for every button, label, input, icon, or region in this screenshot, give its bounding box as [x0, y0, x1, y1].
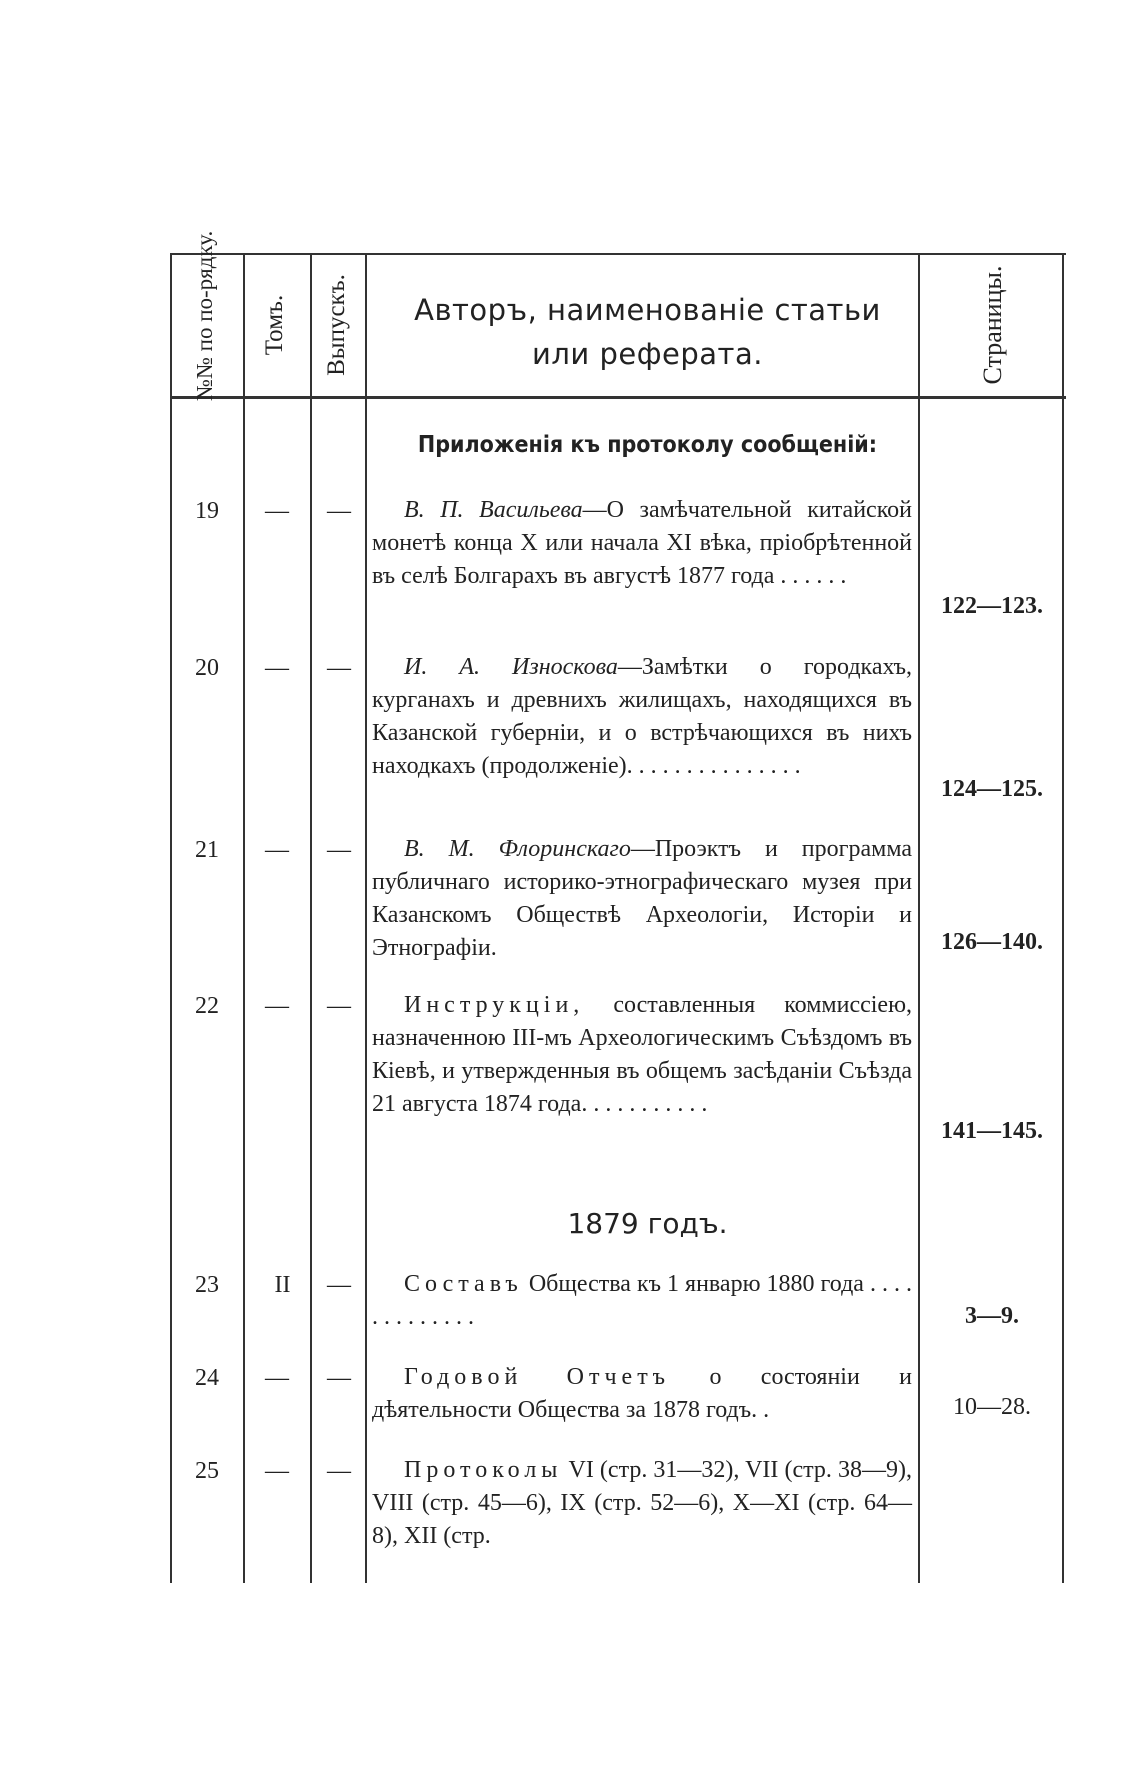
row-22-text: составленныя коммиссіею, назначенною III-мъ Археологическимъ Съѣздомъ въ Кіевѣ, и утвержденныя въ общемъ засѣданіи Съѣзда 21 августа 1874 года. . . . . . . . . . . [372, 992, 912, 1117]
row-25-tom: — [265, 1458, 289, 1484]
row-19-pages: 122—123. [941, 593, 1043, 619]
row-22-tom: — [265, 993, 289, 1019]
section-heading-1879: 1879 годъ. [567, 1207, 728, 1240]
header-title [370, 288, 925, 376]
row-19-vypusk: — [327, 498, 351, 524]
header-pages-label [978, 255, 1008, 395]
col-border-title-pages [918, 253, 920, 1583]
row-19-text: —О замѣчательной китайской монетѣ конца X или начала XI вѣка, пріобрѣтенной въ селѣ Болгарахъ въ августѣ 1877 года . . . . . . [372, 497, 912, 589]
row-25-keyword: Протоколы [404, 1457, 563, 1483]
row-25-text: VI (стр. 31—32), VII (стр. 38—9), VIII (стр. 45—6), IX (стр. 52—6), X—XI (стр. 64—8), XII (стр. [372, 1457, 912, 1549]
row-20-tom: — [265, 655, 289, 681]
header-tom-text: Томъ. [261, 294, 288, 356]
row-24-text: о состояніи и дѣятельности Общества за 1878 годъ. . [372, 1364, 912, 1423]
row-24-keyword: Годовой Отчетъ [404, 1364, 671, 1390]
row-25-vypusk: — [327, 1458, 351, 1484]
row-20-vypusk: — [327, 655, 351, 681]
header-pages-text: Страницы. [978, 265, 1007, 385]
row-19-author: В. П. Васильева [404, 497, 583, 523]
row-23-tom: II [274, 1272, 291, 1298]
header-title-line2: или реферата. [532, 337, 763, 371]
row-23-keyword: Составъ [404, 1271, 523, 1297]
section-heading-appendices: Приложенія къ протоколу сообщеній: [417, 432, 878, 458]
row-24-pages: 10—28. [953, 1394, 1031, 1420]
row-22-pages: 141—145. [941, 1118, 1043, 1144]
row-21-number: 21 [195, 837, 219, 863]
header-vypusk-text: Выпускъ. [323, 274, 350, 376]
row-23-entry [372, 1268, 912, 1334]
row-20-pages: 124—125. [941, 776, 1043, 802]
row-23-pages: 3—9. [965, 1303, 1019, 1329]
row-20-entry [372, 651, 912, 783]
row-24-entry [372, 1361, 912, 1427]
row-19-number: 19 [195, 498, 219, 524]
col-border-right [1062, 253, 1064, 1583]
col-border-order-tom [243, 253, 245, 1583]
header-vypusk-label [322, 260, 352, 390]
header-order-label [191, 230, 219, 401]
row-21-text: —Проэктъ и программа публичнаго историко-этнографическаго музея при Казанскомъ Обществѣ Археологіи, Исторіи и Этнографіи. [372, 836, 912, 961]
row-24-number: 24 [195, 1365, 219, 1391]
row-21-tom: — [265, 837, 289, 863]
row-22-number: 22 [195, 993, 219, 1019]
row-20-number: 20 [195, 655, 219, 681]
col-border-vypusk-title [365, 253, 367, 1583]
row-21-vypusk: — [327, 837, 351, 863]
header-bottom-border [170, 396, 1066, 399]
row-22-vypusk: — [327, 993, 351, 1019]
row-23-text: Общества къ 1 январю 1880 года . . . . . . . . . . . . . [372, 1271, 912, 1330]
col-border-tom-vypusk [310, 253, 312, 1583]
row-19-entry [372, 494, 912, 593]
row-25-number: 25 [195, 1458, 219, 1484]
row-21-pages: 126—140. [941, 929, 1043, 955]
row-23-number: 23 [195, 1272, 219, 1298]
row-24-tom: — [265, 1365, 289, 1391]
row-21-entry [372, 833, 912, 965]
header-title-line1: Авторъ, наименованіе статьи [414, 293, 881, 327]
row-21-author: В. М. Флоринскаго [404, 836, 631, 862]
row-20-author: И. А. Износкова [404, 654, 618, 680]
row-19-tom: — [265, 498, 289, 524]
row-20-text: —Замѣтки о городкахъ, курганахъ и древнихъ жилищахъ, находящихся въ Казанской губерніи, и о встрѣчающихся въ нихъ находкахъ (продолженіе). . . . . . . . . . . . . . . [372, 654, 912, 779]
row-23-vypusk: — [327, 1272, 351, 1298]
table-top-border [170, 253, 1066, 255]
row-25-entry [372, 1454, 912, 1553]
row-22-entry [372, 989, 912, 1121]
header-tom-label [260, 265, 290, 385]
row-24-vypusk: — [327, 1365, 351, 1391]
row-22-keyword: Инструкціи, [404, 992, 585, 1018]
header-order-text: №№ по по-рядку. [192, 230, 217, 401]
